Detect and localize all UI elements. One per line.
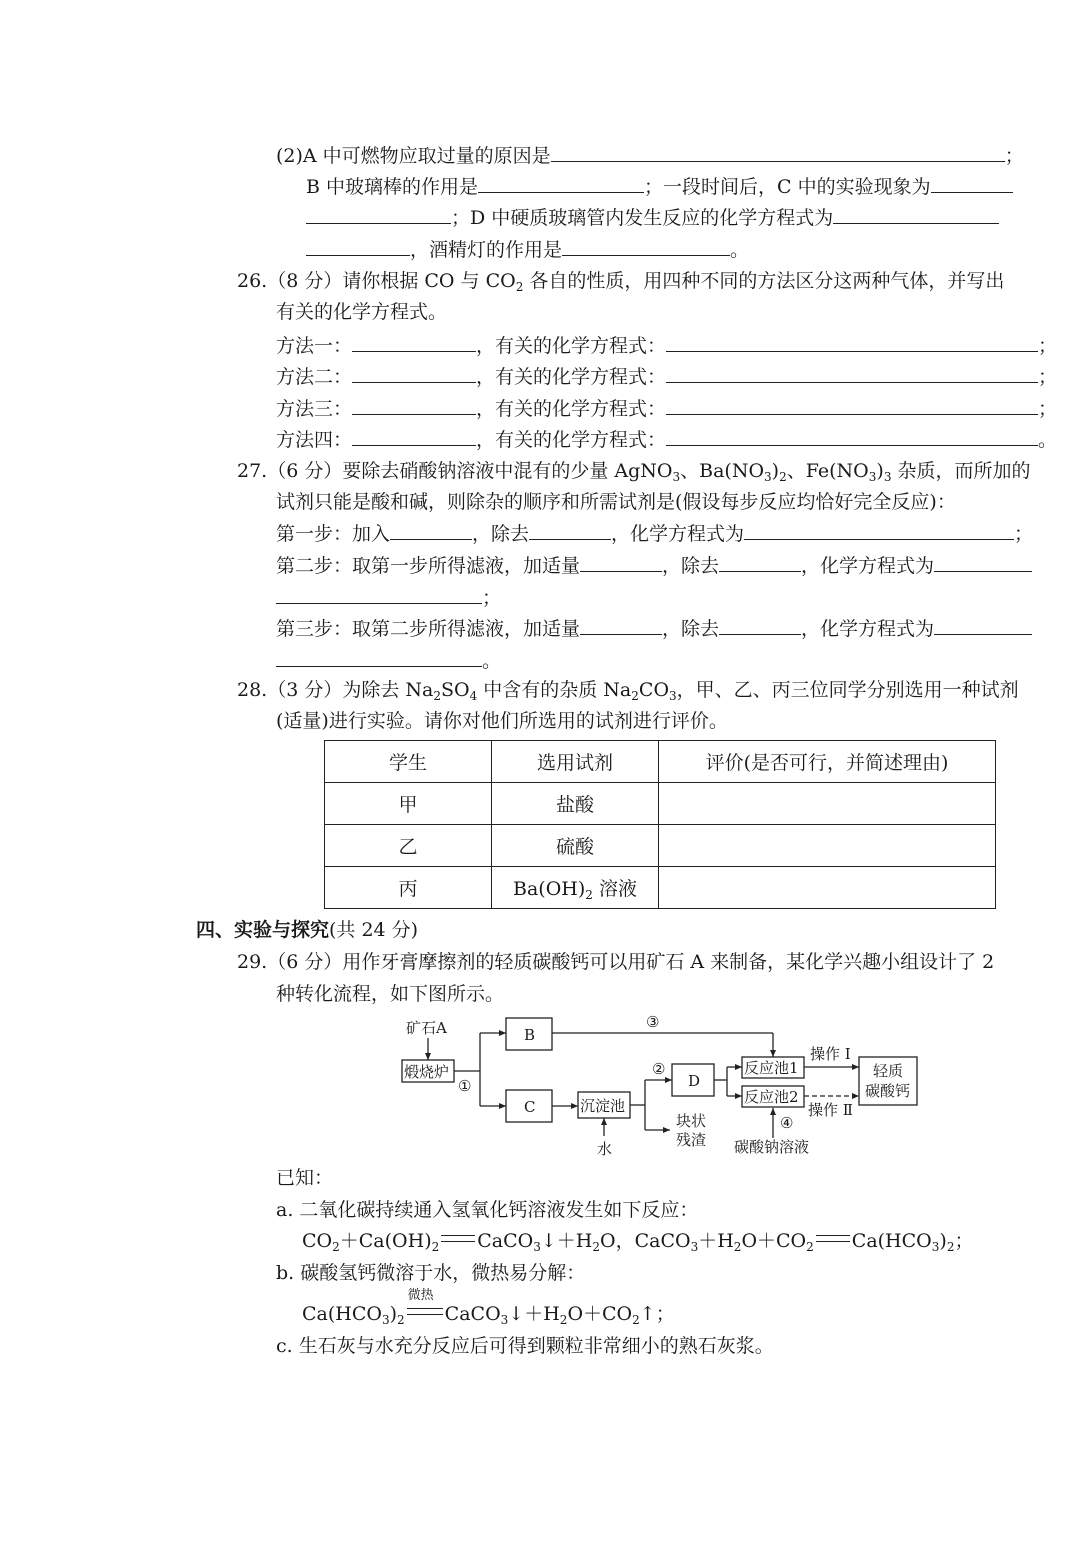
reaction-pool-1-label: 反应池1	[744, 1059, 799, 1077]
answer-blank[interactable]	[934, 616, 1032, 635]
answer-blank[interactable]	[719, 616, 801, 635]
q25-line-2: B 中玻璃棒的作用是 ；一段时间后，C 中的实验现象为	[306, 174, 1013, 199]
operation-1-label: 操作 Ⅰ	[810, 1045, 851, 1063]
answer-blank[interactable]	[666, 427, 1038, 446]
q25-line-4: ，酒精灯的作用是 。	[306, 237, 749, 262]
table-row	[325, 825, 996, 867]
b-label: B	[524, 1026, 536, 1044]
evaluation-answer-cell[interactable]	[659, 783, 996, 825]
known-a: a. 二氧化碳持续通入氢氧化钙溶液发生如下反应：	[276, 1199, 699, 1221]
header-evaluation: 评价(是否可行，并简述理由)	[659, 741, 996, 783]
q29-intro-2: 种转化流程，如下图所示。	[276, 983, 505, 1005]
process-flow-diagram	[390, 1008, 930, 1158]
q26-method-4: 方法四： ，有关的化学方程式： 。	[276, 429, 1058, 451]
known-b: b. 碳酸氢钙微溶于水，微热易分解：	[276, 1262, 586, 1284]
product-label-2: 碳酸钙	[865, 1082, 911, 1100]
known-a-equation: $CO_2+Ca(OH)_2$ $CaCO_3↓+H_2O$，$CaCO_3+H_2O+CO_2$ $Ca(HCO_3)_2$；	[302, 1230, 974, 1254]
kiln-label: 煅烧炉	[404, 1063, 450, 1081]
known-heading: 已知：	[276, 1167, 334, 1189]
residue-label-2: 残渣	[676, 1131, 707, 1149]
known-b-equation: $Ca(HCO_3)_2$ 微热 $CaCO_3↓+H_2O+CO_2↑$；	[302, 1288, 675, 1327]
q26-intro: 26.（8 分）请你根据 CO 与 $CO_2$ 各自的性质，用四种不同的方法区分这两种气体，并写出	[237, 270, 1005, 294]
answer-blank[interactable]	[276, 585, 482, 604]
answer-blank[interactable]	[352, 427, 476, 446]
settling-tank-label: 沉淀池	[580, 1097, 626, 1115]
step-4-marker: ④	[780, 1114, 794, 1132]
answer-blank[interactable]	[931, 174, 1013, 193]
sodium-carbonate-label: 碳酸钠溶液	[734, 1138, 810, 1156]
evaluation-answer-cell[interactable]	[659, 867, 996, 909]
section-4-heading: 四、实验与探究(共 24 分)	[196, 919, 419, 941]
answer-blank[interactable]	[352, 364, 476, 383]
student-cell: 丙	[325, 867, 492, 909]
answer-blank[interactable]	[744, 521, 1014, 540]
answer-blank[interactable]	[719, 553, 801, 572]
reagent-cell: $Ba(OH)_2$ 溶液	[492, 867, 659, 909]
q25-line-1: (2)A 中可燃物应取过量的原因是 ；	[276, 145, 1024, 167]
q28-intro-2: (适量)进行实验。请你对他们所选用的试剂进行评价。	[276, 710, 728, 732]
step-1-marker: ①	[458, 1077, 472, 1095]
answer-blank[interactable]	[580, 616, 662, 635]
answer-blank[interactable]	[390, 521, 472, 540]
q27-intro: 27.（6 分）要除去硝酸钠溶液中混有的少量 AgNO$_3$、$Ba(NO_3)_2$、$Fe(NO_3)_3$ 杂质，而所加的	[237, 460, 1031, 484]
answer-blank[interactable]	[306, 205, 451, 224]
student-cell: 乙	[325, 825, 492, 867]
answer-blank[interactable]	[276, 648, 482, 667]
water-label: 水	[597, 1140, 613, 1158]
q26-method-3: 方法三： ，有关的化学方程式： ；	[276, 398, 1058, 420]
q27-step-2: 第二步：取第一步所得滤液，加适量 ，除去 ，化学方程式为	[276, 553, 1032, 578]
ore-label: 矿石A	[406, 1019, 447, 1037]
answer-blank[interactable]	[478, 174, 644, 193]
answer-blank[interactable]	[352, 396, 476, 415]
answer-blank[interactable]	[580, 553, 662, 572]
q27-step-3: 第三步：取第二步所得滤液，加适量 ，除去 ，化学方程式为	[276, 616, 1032, 641]
equals-sign-with-condition: 微热	[407, 1308, 443, 1315]
q26-method-1: 方法一： ，有关的化学方程式： ；	[276, 335, 1058, 357]
q29-intro: 29.（6 分）用作牙膏摩擦剂的轻质碳酸钙可以用矿石 A 来制备，某化学兴趣小组设计了 2	[237, 951, 995, 973]
c-label: C	[524, 1098, 536, 1116]
student-cell: 甲	[325, 783, 492, 825]
step-3-marker: ③	[646, 1013, 660, 1031]
known-c: c. 生石灰与水充分反应后可得到颗粒非常细小的熟石灰浆。	[276, 1335, 774, 1357]
answer-blank[interactable]	[529, 521, 611, 540]
product-label-1: 轻质	[873, 1062, 904, 1080]
reagent-evaluation-table	[324, 740, 996, 909]
header-reagent: 选用试剂	[492, 741, 659, 783]
step-2-marker: ②	[652, 1060, 666, 1078]
d-label: D	[688, 1072, 701, 1090]
q25-line-3: ；D 中硬质玻璃管内发生反应的化学方程式为	[306, 205, 999, 230]
answer-blank[interactable]	[306, 237, 410, 256]
answer-blank[interactable]	[352, 333, 476, 352]
table-row	[325, 783, 996, 825]
table-row	[325, 867, 996, 909]
q27-step-1: 第一步：加入 ，除去 ，化学方程式为 ；	[276, 523, 1034, 545]
answer-blank[interactable]	[551, 143, 1005, 162]
q27-intro-2: 试剂只能是酸和碱，则除杂的顺序和所需试剂是(假设每步反应均恰好完全反应)：	[276, 491, 956, 513]
q27-step-3-cont: 。	[276, 648, 501, 673]
q26-intro-2: 有关的化学方程式。	[276, 301, 448, 323]
reagent-cell: 盐酸	[492, 783, 659, 825]
answer-blank[interactable]	[833, 205, 999, 224]
q26-method-2: 方法二： ，有关的化学方程式： ；	[276, 366, 1058, 388]
q27-step-2-cont: ；	[276, 585, 501, 610]
reaction-pool-2-label: 反应池2	[744, 1088, 799, 1106]
reagent-cell: 硫酸	[492, 825, 659, 867]
answer-blank[interactable]	[666, 333, 1038, 352]
answer-blank[interactable]	[666, 396, 1038, 415]
answer-blank[interactable]	[666, 364, 1038, 383]
evaluation-answer-cell[interactable]	[659, 825, 996, 867]
header-student: 学生	[325, 741, 492, 783]
equals-sign	[816, 1235, 850, 1242]
answer-blank[interactable]	[562, 237, 730, 256]
residue-label-1: 块状	[676, 1112, 707, 1130]
operation-2-label: 操作 Ⅱ	[808, 1101, 853, 1119]
answer-blank[interactable]	[934, 553, 1032, 572]
table-header-row	[325, 741, 996, 783]
q28-intro: 28.（3 分）为除去 $Na_2SO_4$ 中含有的杂质 $Na_2CO_3$，甲、乙、丙三位同学分别选用一种试剂	[237, 679, 1019, 703]
equals-sign	[441, 1235, 475, 1242]
